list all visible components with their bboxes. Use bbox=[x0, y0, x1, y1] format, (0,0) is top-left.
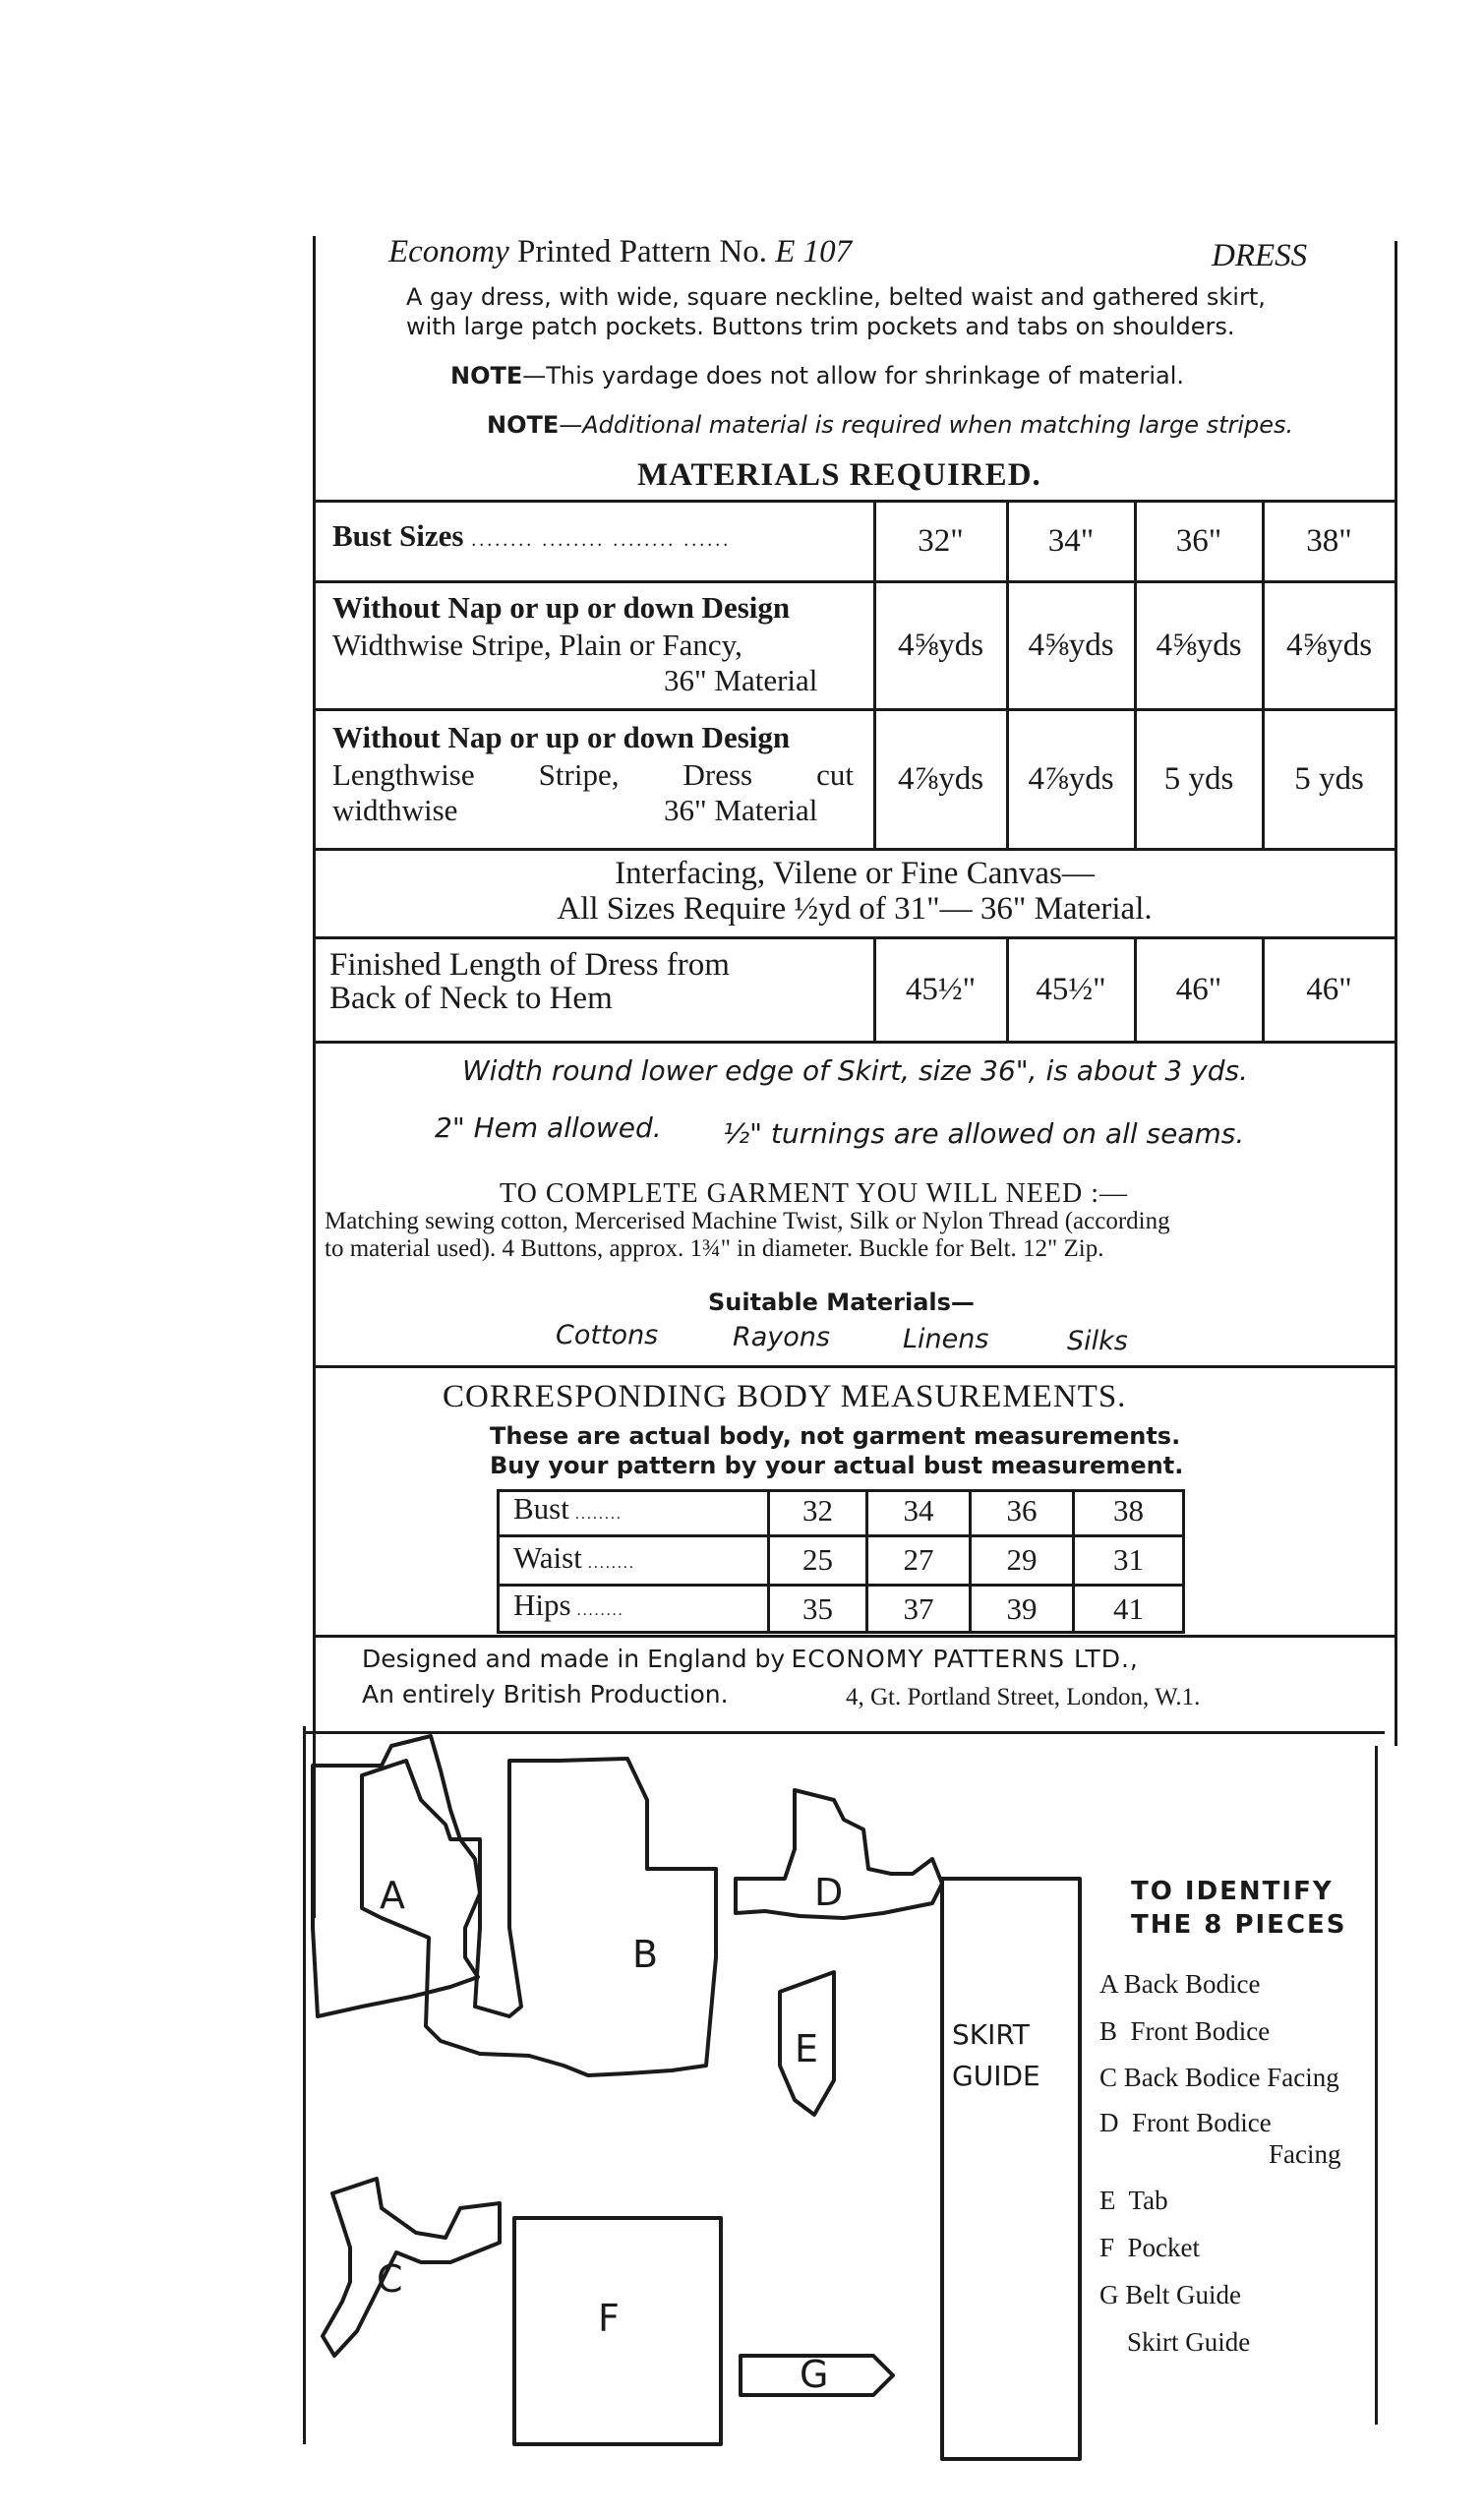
body-bust-34: 34 bbox=[903, 1493, 934, 1528]
printed-label: Printed Pattern bbox=[517, 234, 712, 270]
identify-title-1: TO IDENTIFY bbox=[1131, 1877, 1334, 1906]
finished-value-36: 46" bbox=[1175, 971, 1222, 1007]
finished-value-32: 45½" bbox=[905, 971, 977, 1007]
piece-skirt-guide-shape bbox=[942, 1879, 1080, 2459]
note-stripes: NOTE—Additional material is required when matching large stripes. bbox=[487, 411, 1294, 439]
pattern-pieces-diagram bbox=[303, 1731, 1385, 2479]
piece-e-label: E bbox=[795, 2027, 819, 2070]
row1-value-34: 4⅝yds bbox=[1028, 627, 1114, 663]
body-table-row-2 bbox=[497, 1584, 1185, 1587]
skirt-guide-label-2: GUIDE bbox=[952, 2060, 1040, 2092]
body-table-col-5 bbox=[1182, 1489, 1185, 1634]
piece-b-label: B bbox=[632, 1933, 659, 1976]
brand-name: Economy bbox=[388, 234, 509, 270]
row2-line3a: widthwise bbox=[332, 793, 458, 827]
row2-value-38: 5 yds bbox=[1294, 760, 1364, 797]
row2-value-34: 4⅞yds bbox=[1028, 760, 1114, 797]
piece-c-label: C bbox=[377, 2257, 403, 2301]
complete-line-1: Matching sewing cotton, Mercerised Machine Twist, Silk or Nylon Thread (according bbox=[325, 1208, 1170, 1234]
row1-line3: 36" Material bbox=[664, 663, 818, 697]
materials-title: MATERIALS REQUIRED. bbox=[637, 457, 1041, 493]
row2-value-32: 4⅞yds bbox=[897, 760, 984, 797]
complete-title: TO COMPLETE GARMENT YOU WILL NEED :— bbox=[500, 1178, 1128, 1209]
piece-item-b: B Front Bodice bbox=[1099, 2016, 1271, 2046]
piece-item-a: A Back Bodice bbox=[1099, 1969, 1261, 1999]
size-header-32: 32" bbox=[918, 522, 964, 559]
row1-value-38: 4⅝yds bbox=[1285, 627, 1373, 663]
suitable-rayons: Rayons bbox=[733, 1322, 830, 1352]
body-hips-34: 37 bbox=[903, 1591, 934, 1626]
row2-line2: Lengthwise Stripe, Dress cut bbox=[332, 757, 854, 792]
piece-g-label: G bbox=[800, 2353, 829, 2396]
table-line-3 bbox=[313, 848, 1396, 851]
garment-type: DRESS bbox=[1212, 238, 1308, 273]
description-line-1: A gay dress, with wide, square neckline, belted waist and gathered skirt, bbox=[406, 283, 1266, 311]
row1-line2: Widthwise Stripe, Plain or Fancy, bbox=[332, 628, 742, 662]
interfacing-line-2: All Sizes Require ½yd of 31"— 36" Material. bbox=[557, 891, 1153, 927]
body-row-waist-label: Waist ........ bbox=[513, 1540, 635, 1575]
frame-left-line bbox=[313, 236, 316, 1918]
turnings-note: ½" turnings are allowed on all seams. bbox=[723, 1117, 1245, 1150]
section-line-body bbox=[313, 1365, 1396, 1368]
suitable-silks: Silks bbox=[1067, 1326, 1128, 1356]
note-label-2: NOTE bbox=[487, 411, 560, 439]
section-line-footer bbox=[313, 1635, 1396, 1638]
pattern-number: E 107 bbox=[775, 234, 853, 270]
body-hips-38: 41 bbox=[1113, 1591, 1144, 1626]
piece-item-c: C Back Bodice Facing bbox=[1099, 2063, 1339, 2092]
body-waist-34: 27 bbox=[903, 1542, 934, 1577]
company-address: 4, Gt. Portland Street, London, W.1. bbox=[846, 1684, 1201, 1710]
row1-value-32: 4⅝yds bbox=[897, 627, 984, 663]
piece-c-shape bbox=[323, 2179, 500, 2356]
piece-item-g: G Belt Guide bbox=[1099, 2280, 1241, 2309]
note-label: NOTE bbox=[450, 362, 523, 390]
body-title: CORRESPONDING BODY MEASUREMENTS. bbox=[443, 1379, 1127, 1414]
note-shrinkage: NOTE—This yardage does not allow for shrinkage of material. bbox=[450, 362, 1185, 390]
description-line-2: with large patch pockets. Buttons trim pockets and tabs on shoulders. bbox=[406, 313, 1235, 340]
row1-title: Without Nap or up or down Design bbox=[332, 590, 791, 625]
piece-item-e: E Tab bbox=[1099, 2186, 1168, 2215]
body-table-bottom bbox=[497, 1631, 1185, 1634]
bust-sizes-label: Bust Sizes ........ ........ ........ ...... bbox=[332, 518, 732, 553]
body-waist-32: 25 bbox=[802, 1542, 833, 1577]
piece-item-skirt: Skirt Guide bbox=[1127, 2327, 1251, 2357]
body-bust-38: 38 bbox=[1113, 1493, 1144, 1528]
skirt-width-note: Width round lower edge of Skirt, size 36", is about 3 yds. bbox=[462, 1054, 1248, 1087]
body-hips-36: 39 bbox=[1006, 1591, 1038, 1626]
piece-d-label: D bbox=[814, 1871, 844, 1914]
row2-value-36: 5 yds bbox=[1163, 760, 1234, 797]
body-subtitle-2: Buy your pattern by your actual bust measurement. bbox=[490, 1452, 1184, 1479]
body-waist-36: 29 bbox=[1006, 1542, 1038, 1577]
number-label: No. bbox=[719, 234, 767, 270]
piece-item-f: F Pocket bbox=[1099, 2233, 1201, 2262]
interfacing-line-1: Interfacing, Vilene or Fine Canvas— bbox=[615, 856, 1095, 891]
body-hips-32: 35 bbox=[802, 1591, 833, 1626]
piece-b-shape bbox=[362, 1759, 716, 2075]
body-row-bust-label: Bust ........ bbox=[513, 1491, 623, 1526]
suitable-linens: Linens bbox=[903, 1324, 989, 1354]
suitable-cottons: Cottons bbox=[556, 1320, 659, 1350]
finished-line-1: Finished Length of Dress from bbox=[329, 947, 730, 983]
complete-line-2: to material used). 4 Buttons, approx. 1¾" in diameter. Buckle for Belt. 12" Zip. bbox=[325, 1235, 1104, 1262]
frame-right-line bbox=[1395, 241, 1397, 1746]
body-table-row-1 bbox=[497, 1534, 1185, 1537]
finished-line-2: Back of Neck to Hem bbox=[329, 981, 613, 1016]
finished-value-34: 45½" bbox=[1036, 971, 1106, 1007]
size-header-34: 34" bbox=[1047, 522, 1095, 559]
piece-f-label: F bbox=[598, 2297, 620, 2340]
table-line-5 bbox=[313, 1041, 1396, 1044]
body-bust-32: 32 bbox=[802, 1493, 833, 1528]
finished-value-38: 46" bbox=[1306, 971, 1352, 1007]
size-header-38: 38" bbox=[1306, 522, 1352, 559]
designed-by: Designed and made in England by ECONOMY PATTERNS LTD., bbox=[362, 1645, 1139, 1673]
identify-title-2: THE 8 PIECES bbox=[1131, 1910, 1347, 1940]
body-table-col-0 bbox=[497, 1489, 500, 1634]
row1-value-36: 4⅝yds bbox=[1156, 627, 1242, 663]
piece-item-d: D Front Bodice bbox=[1099, 2108, 1272, 2137]
body-row-hips-label: Hips ........ bbox=[513, 1588, 624, 1622]
size-header-36: 36" bbox=[1175, 522, 1222, 559]
body-bust-36: 36 bbox=[1006, 1493, 1038, 1528]
row2-line3b: 36" Material bbox=[664, 793, 818, 827]
skirt-guide-label-1: SKIRT bbox=[952, 2018, 1030, 2051]
hem-note: 2" Hem allowed. bbox=[435, 1111, 662, 1144]
british-production: An entirely British Production. bbox=[362, 1680, 729, 1709]
row2-title: Without Nap or up or down Design bbox=[332, 720, 791, 754]
body-subtitle-1: These are actual body, not garment measurements. bbox=[490, 1422, 1181, 1450]
pattern-header bbox=[388, 234, 852, 270]
suitable-title: Suitable Materials— bbox=[708, 1289, 975, 1316]
piece-item-d-cont: Facing bbox=[1269, 2139, 1341, 2169]
piece-a-label: A bbox=[380, 1874, 405, 1917]
body-waist-38: 31 bbox=[1113, 1542, 1144, 1577]
